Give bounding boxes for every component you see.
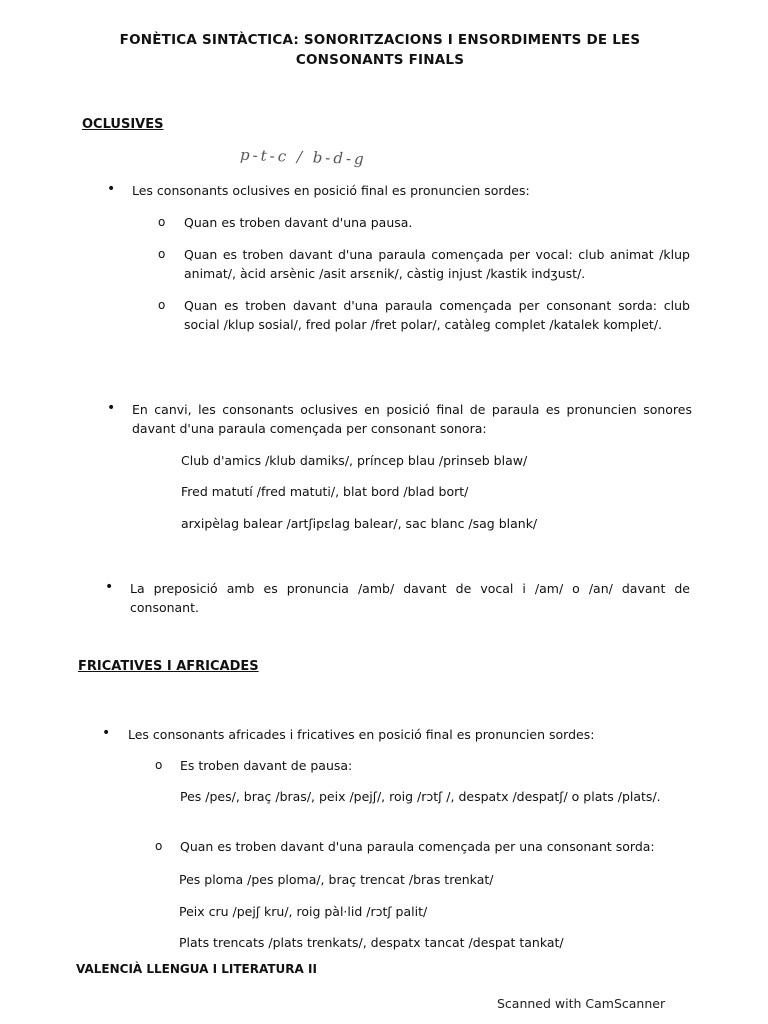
section-heading-fricatives: FRICATIVES I AFRICADES bbox=[78, 659, 259, 674]
example-line: arxipèlag balear /artʃipɛlag balear/, sac blanc /sag blank/ bbox=[181, 516, 538, 531]
title-line-1: FONÈTICA SINTÀCTICA: SONORITZACIONS I ENSORDIMENTS DE LES bbox=[119, 32, 641, 48]
example-line: Club d'amics /klub damiks/, príncep blau /prinseb blaw/ bbox=[181, 453, 528, 468]
section-heading-oclusives: OCLUSIVES bbox=[82, 117, 164, 132]
sub-bullet-marker: o bbox=[158, 215, 166, 229]
example-line: Fred matutí /fred matuti/, blat bord /blad bort/ bbox=[181, 484, 469, 499]
sub-item-vocal: Quan es troben davant d'una paraula començada per vocal: club animat /klup animat/, àcid arsènic /asit arsɛnik/, càstig injust /kastik indʒust/. bbox=[184, 247, 690, 281]
bullet-marker: • bbox=[105, 579, 114, 595]
sub-bullet-marker: o bbox=[158, 298, 166, 312]
sub-item-consonant-sorda: Quan es troben davant d'una paraula començada per una consonant sorda: bbox=[180, 839, 655, 854]
sub-bullet-marker: o bbox=[155, 758, 163, 772]
example-line: Pes ploma /pes ploma/, braç trencat /bras trenkat/ bbox=[179, 872, 494, 887]
example-line: Peix cru /pejʃ kru/, roig pàl·lid /rɔtʃ palit/ bbox=[179, 904, 428, 919]
sub-bullet-marker: o bbox=[155, 839, 163, 853]
bullet-fricatives-sordes: Les consonants africades i fricatives en posició final es pronuncien sordes: bbox=[128, 727, 595, 742]
example-line: Pes /pes/, braç /bras/, peix /pejʃ/, roig /rɔtʃ /, despatx /despatʃ/ o plats /plats/. bbox=[180, 789, 661, 804]
title-line-2: CONSONANTS FINALS bbox=[295, 52, 465, 68]
bullet-oclusives-sonores: En canvi, les consonants oclusives en posició final de paraula es pronuncien sonores davant d'una paraula començada per consonant sonora: bbox=[132, 402, 692, 436]
bullet-oclusives-sordes: Les consonants oclusives en posició final es pronuncien sordes: bbox=[132, 183, 530, 198]
bullet-marker: • bbox=[107, 181, 116, 197]
bullet-marker: • bbox=[107, 400, 116, 416]
bullet-marker: • bbox=[102, 725, 111, 741]
sub-item-pausa: Es troben davant de pausa: bbox=[180, 758, 353, 773]
course-footer: VALENCIÀ LLENGUA I LITERATURA II bbox=[76, 962, 317, 976]
handwritten-note: p-t-c / b-d-g bbox=[239, 145, 367, 169]
bullet-preposicio-amb: La preposició amb es pronuncia /amb/ davant de vocal i /am/ o /an/ davant de consonant. bbox=[130, 581, 690, 615]
sub-item-consonant-sorda: Quan es troben davant d'una paraula començada per consonant sorda: club social /klup sosial/, fred polar /fret polar/, catàleg complet /katalek komplet/. bbox=[184, 298, 690, 332]
sub-item-pausa: Quan es troben davant d'una pausa. bbox=[184, 215, 413, 230]
scanner-watermark: Scanned with CamScanner bbox=[497, 996, 666, 1011]
example-line: Plats trencats /plats trenkats/, despatx tancat /despat tankat/ bbox=[179, 935, 564, 950]
sub-bullet-marker: o bbox=[158, 247, 166, 261]
document-title bbox=[100, 30, 660, 70]
